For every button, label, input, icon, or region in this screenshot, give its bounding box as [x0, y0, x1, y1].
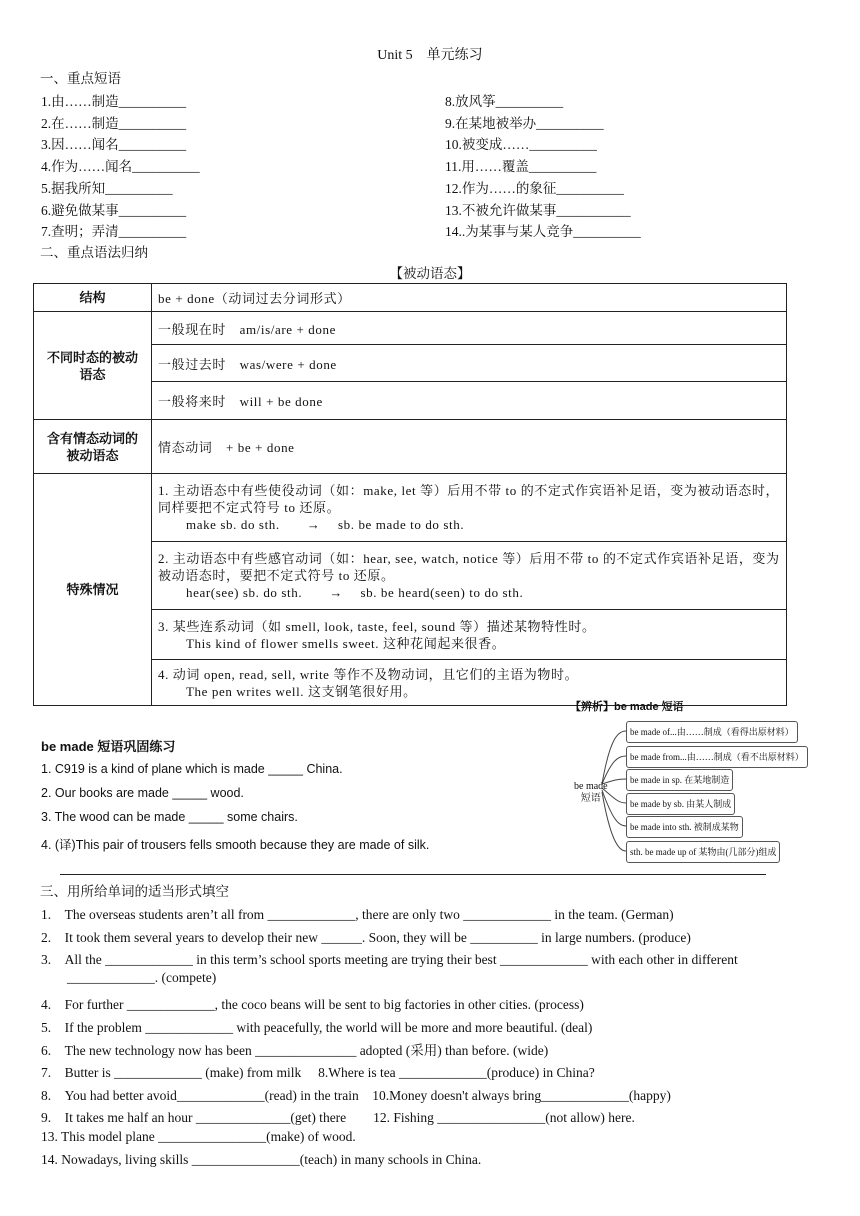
modal-value: 情态动词 + be + done — [152, 420, 787, 474]
page-title: Unit 5 单元练习 — [377, 48, 483, 63]
exercise-item: 8. You had better avoid_____________(read) in the train 10.Money doesn't always bring_____________(happy) — [41, 1088, 671, 1103]
grammar-table — [33, 283, 787, 706]
phrase-item: 12.作为……的象征__________ — [445, 181, 624, 196]
be-made-diagram — [570, 698, 804, 870]
special-case-text: 4. 动词 open, read, sell, write 等作不及物动词，且它们的主语为物时。 — [158, 666, 579, 682]
diagram-box: be made by sb. 由某人制成 — [626, 793, 735, 815]
practice-item: 1. C919 is a kind of plane which is made _____ China. — [41, 762, 343, 776]
exercise-item: 2. It took them several years to develop their new ______. Soon, they will be __________ in large numbers. (produce) — [41, 930, 691, 945]
row-label: 含有情态动词的被动语态 — [34, 420, 152, 474]
practice-item: 3. The wood can be made _____ some chairs. — [41, 810, 298, 824]
phrase-item: 13.不被允许做某事___________ — [445, 203, 631, 218]
special-case-example: The pen writes well. 这支钢笔很好用。 — [186, 683, 417, 699]
special-case-text: 3. 某些连系动词（如 smell, look, taste, feel, sound 等）描述某物特性时。 — [158, 618, 596, 634]
phrase-item: 6.避免做某事__________ — [41, 203, 187, 218]
special-case — [152, 542, 787, 610]
phrase-item: 14..为某事与某人竞争__________ — [445, 224, 641, 239]
phrase-item: 7.查明；弄清__________ — [41, 224, 187, 239]
phrase-item: 2.在……制造__________ — [41, 116, 187, 131]
exercise-item: 5. If the problem _____________ with peacefully, the world will be more and more beautiful. (deal) — [41, 1020, 593, 1035]
divider — [60, 874, 766, 875]
exercise-item: 1. The overseas students aren’t all from _____________, there are only two _____________ in the team. (German) — [41, 907, 674, 922]
exercise-item: 14. Nowadays, living skills ________________(teach) in many schools in China. — [41, 1152, 482, 1167]
tense-item: 一般过去时 was/were + done — [152, 345, 787, 382]
phrase-item: 11.用……覆盖__________ — [445, 159, 597, 174]
special-case — [152, 474, 787, 542]
phrase-item: 9.在某地被举办__________ — [445, 116, 604, 131]
exercise-item-continued: _____________. (compete) — [67, 970, 217, 985]
row-label: 结构 — [34, 284, 152, 312]
diagram-header: 【辨析】be made 短语 — [570, 701, 684, 713]
diagram-root-line: 短语 — [580, 793, 601, 804]
special-case-example: This kind of flower smells sweet. 这种花闻起来很香。 — [186, 635, 506, 651]
exercise-item: 13. This model plane ________________(make) of wood. — [41, 1129, 356, 1144]
phrase-item: 10.被变成……__________ — [445, 137, 597, 152]
practice-item: 4. (译)This pair of trousers fells smooth because they are made of silk. — [41, 838, 430, 852]
tense-item: 一般将来时 will + be done — [152, 382, 787, 420]
section2-heading: 二、重点语法归纳 — [40, 245, 148, 260]
be-made-heading: be made 短语巩固练习 — [41, 739, 176, 754]
structure-value: be + done（动词过去分词形式） — [152, 284, 787, 312]
exercise-item: 4. For further _____________, the coco beans will be sent to big factories in other cities. (process) — [41, 997, 584, 1012]
practice-item: 2. Our books are made _____ wood. — [41, 786, 244, 800]
exercise-item: 7. Butter is _____________ (make) from milk 8.Where is tea _____________(produce) in China? — [41, 1065, 595, 1080]
special-case-text: 1. 主动语态中有些使役动词（如：make, let 等）后用不带 to 的不定式作宾语补足语，变为被动语态时，同样要把不定式符号 to 还原。 — [158, 483, 780, 515]
exercise-item: 3. All the _____________ in this term’s school sports meeting are trying their best _____________ with each other in different — [41, 952, 738, 967]
tense-item: 一般现在时 am/is/are + done — [152, 312, 787, 345]
phrase-item: 1.由……制造__________ — [41, 94, 187, 109]
special-case — [152, 610, 787, 660]
diagram-box: be made in sp. 在某地制造 — [626, 769, 733, 791]
phrase-item: 4.作为……闻名__________ — [41, 159, 200, 174]
diagram-box: be made from...由……制成（看不出原材料） — [626, 746, 808, 768]
row-label: 特殊情况 — [34, 474, 152, 706]
special-case-example: hear(see) sb. do sth. → sb. be heard(seen) to do sth. — [186, 585, 524, 600]
exercise-item: 6. The new technology now has been _______________ adopted (采用) than before. (wide) — [41, 1043, 549, 1058]
section3-heading: 三、用所给单词的适当形式填空 — [40, 884, 229, 899]
special-case-text: 2. 主动语态中有些感官动词（如：hear, see, watch, notice 等）后用不带 to 的不定式作宾语补足语，变为被动语态时，要把不定式符号 to 还原。 — [158, 551, 780, 583]
diagram-root — [574, 781, 608, 805]
phrase-item: 8.放风筝__________ — [445, 94, 564, 109]
table-title: 【被动语态】 — [389, 266, 471, 281]
diagram-box: be made of...由……制成（看得出原材料） — [626, 721, 798, 743]
special-case-example: make sb. do sth. → sb. be made to do sth. — [186, 517, 465, 532]
diagram-box: be made into sth. 被制成某物 — [626, 816, 743, 838]
exercise-item: 9. It takes me half an hour ______________(get) there 12. Fishing ________________(not allow) here. — [41, 1110, 635, 1125]
phrase-item: 5.据我所知__________ — [41, 181, 173, 196]
phrase-item: 3.因……闻名__________ — [41, 137, 187, 152]
section1-heading: 一、重点短语 — [40, 71, 121, 86]
row-label: 不同时态的被动语态 — [34, 312, 152, 420]
diagram-box: sth. be made up of 某物由(几部分)组成 — [626, 841, 780, 863]
diagram-root-line: be made — [574, 781, 608, 792]
